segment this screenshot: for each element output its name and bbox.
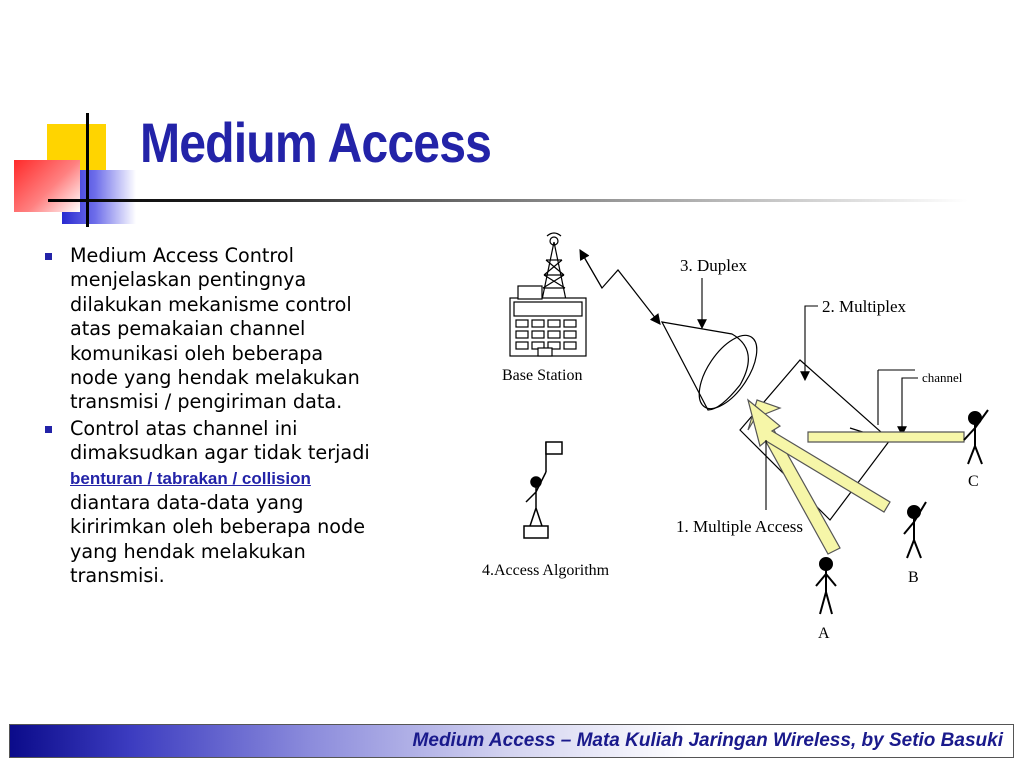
bullet-text-after: diantara data-data yang kiririmkan oleh beberapa node yang hendak melakukan transmisi. [70,491,366,588]
base-station-label: Base Station [502,367,583,384]
logo-vertical-line [86,113,89,227]
node-a-label: A [818,625,830,642]
bullet-item [44,417,374,589]
node-c-label: C [968,473,979,490]
highlight-term: benturan / tabrakan / collision [70,468,311,488]
person-b-icon [904,502,926,558]
bullet-text: Medium Access Control menjelaskan pentingnya dilakukan mekanisme control atas pemakaian channel komunikasi oleh beberapa node yang hendak melakukan transmisi / pengiriman data. [70,244,360,414]
logo-red-square [14,160,80,212]
access-algorithm-label: 4.Access Algorithm [482,562,610,579]
bullet-marker-icon [45,253,52,260]
multiple-access-label: 1. Multiple Access [676,517,804,536]
duplex-label: 3. Duplex [680,256,748,275]
bullet-text-before: Control atas channel ini dimaksudkan agar tidak terjadi [70,416,370,465]
channel-pointer [902,378,918,435]
title-underline [48,199,968,202]
person-c-icon [964,410,988,464]
slide-logo-decoration [0,0,150,240]
multiplex-label: 2. Multiplex [822,297,907,316]
channel-label: channel [922,370,963,385]
footer-bar [9,724,1014,758]
medium-access-diagram [470,230,1015,650]
bullet-marker-icon [45,426,52,433]
bullet-list [44,244,374,591]
slide-title: Medium Access [140,111,492,174]
footer-text: Medium Access – Mata Kuliah Jaringan Wireless, by Setio Basuki [412,730,1003,751]
base-station-icon [510,233,586,356]
bullet-item [44,244,374,415]
wireless-link [580,250,660,324]
multiplex-pointer [805,306,818,380]
node-b-label: B [908,569,919,586]
access-algorithm-person-icon [524,442,562,538]
person-a-icon [816,558,836,614]
